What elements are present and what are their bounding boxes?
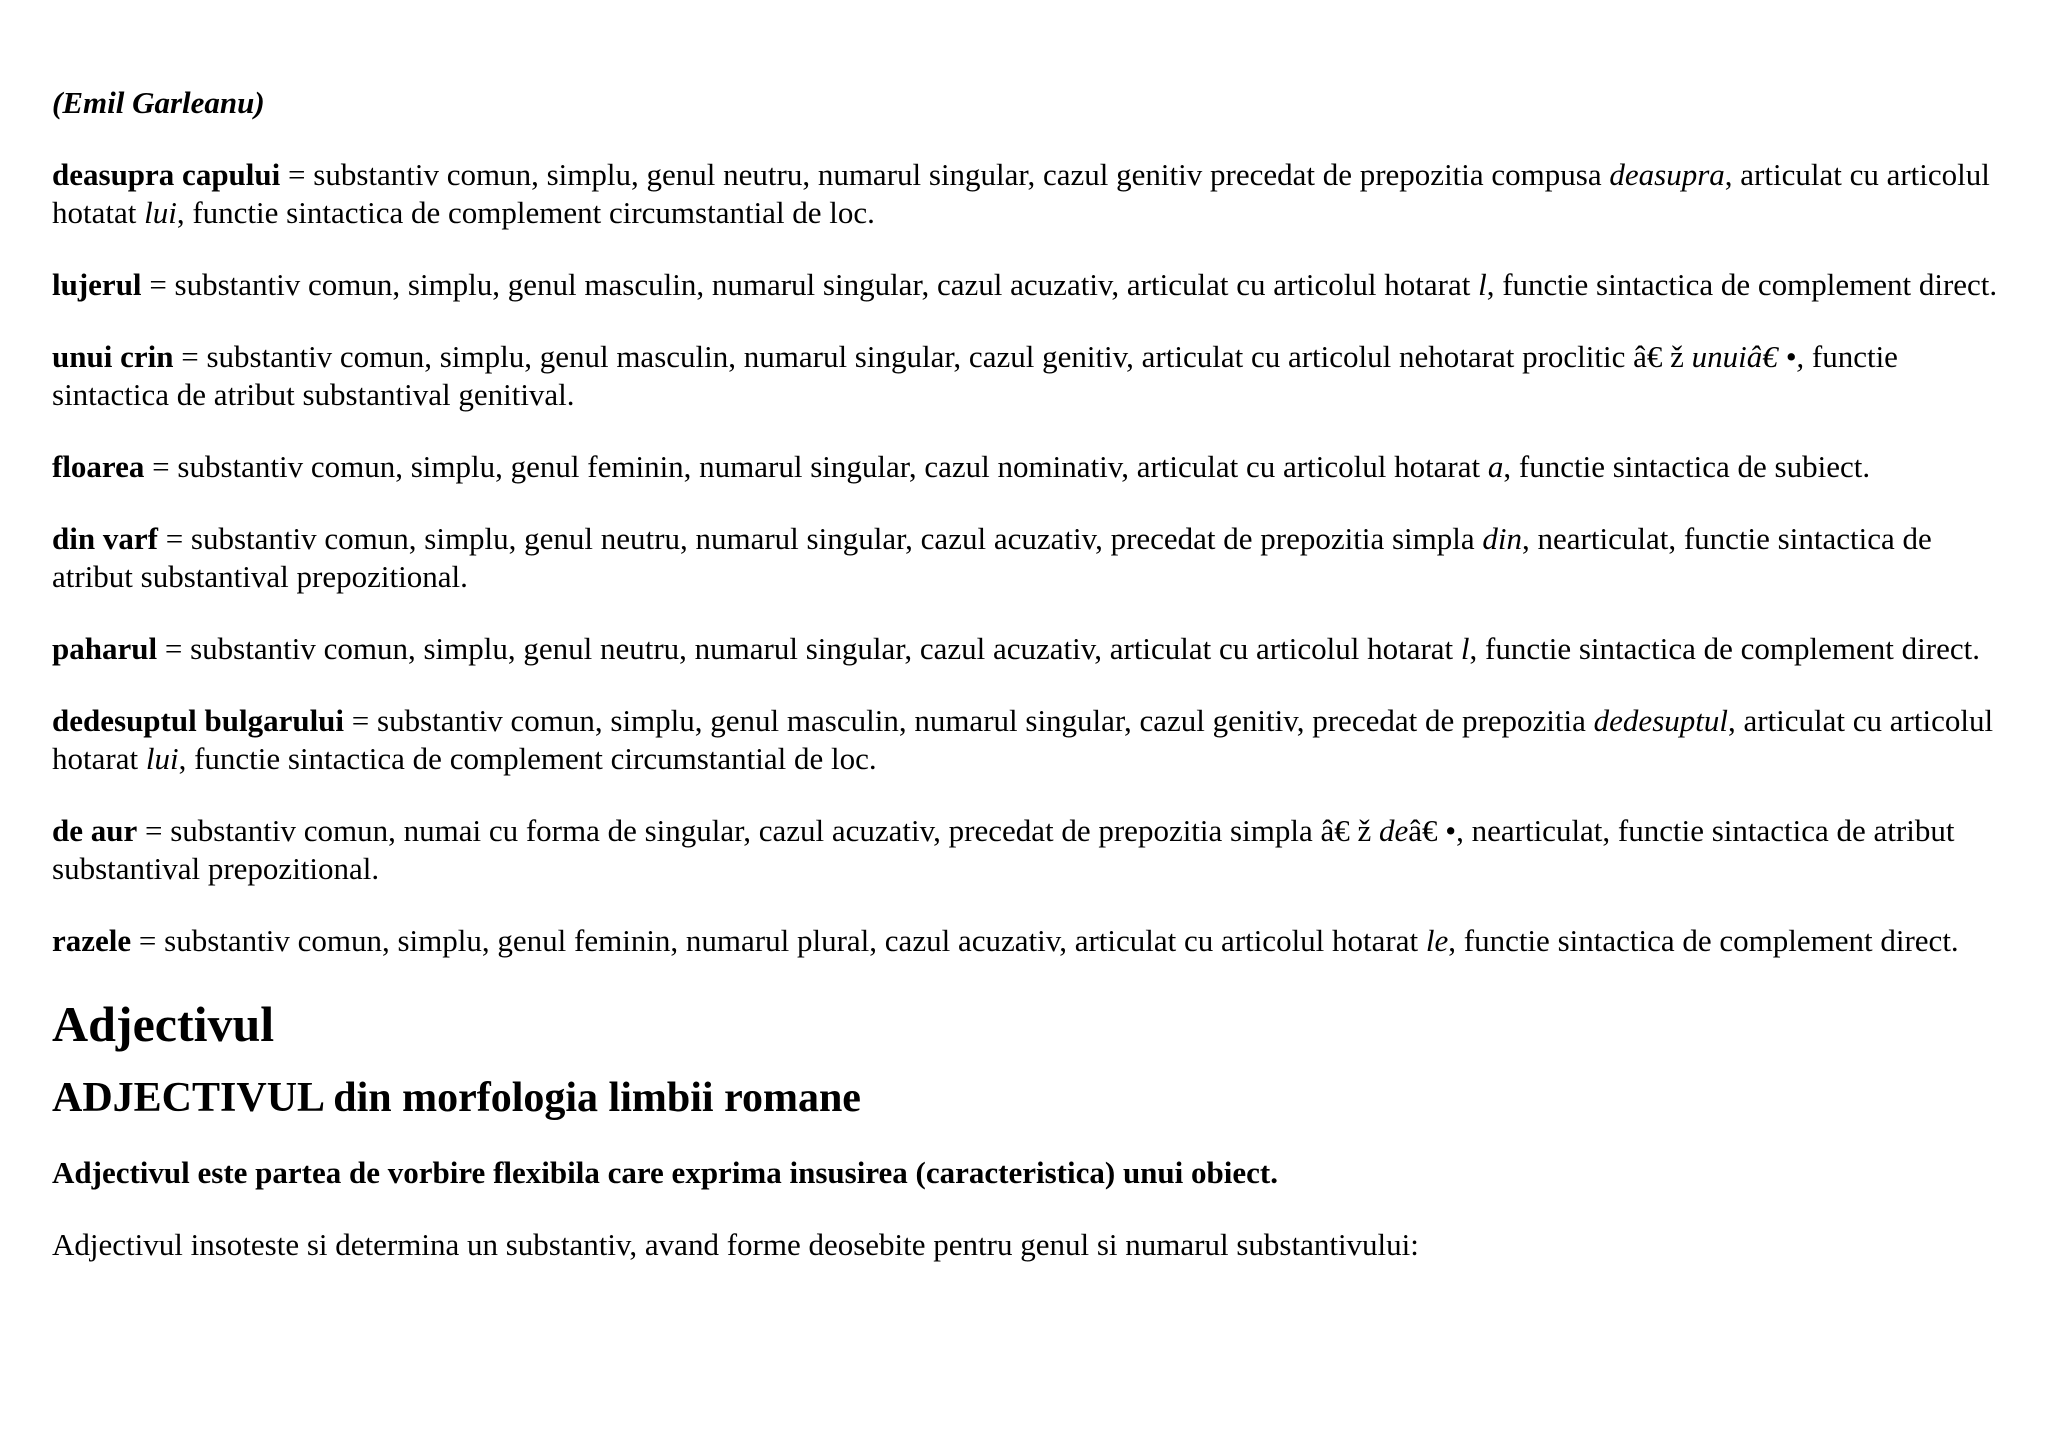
entry-text: â€ •, nearticulat, functie sintactica de atribut substantival prepozitional. [52, 813, 1955, 886]
analysis-entry [52, 520, 2012, 596]
entry-text: = substantiv comun, simplu, genul feminin, numarul singular, cazul nominativ, articulat cu articolul hotarat [144, 449, 1488, 484]
entry-term: floarea [52, 449, 145, 484]
entry-text: = substantiv comun, simplu, genul feminin, numarul plural, cazul acuzativ, articulat cu articolul hotarat [131, 923, 1426, 958]
entry-text: = substantiv comun, simplu, genul masculin, numarul singular, cazul acuzativ, articulat cu articolul hotarat [141, 267, 1479, 302]
document-page [52, 84, 2012, 1264]
entry-text: = substantiv comun, numai cu forma de singular, cazul acuzativ, precedat de prepozitia simpla â€ ž [137, 813, 1379, 848]
entry-term: paharul [52, 631, 158, 666]
analysis-entry [52, 448, 2012, 486]
entry-term: lujerul [52, 267, 142, 302]
definition-paragraph: Adjectivul este partea de vorbire flexibila care exprima insusirea (caracteristica) unui obiect. [52, 1155, 1278, 1190]
entry-text: , functie sintactica de complement direct. [1469, 631, 1980, 666]
author-attribution: (Emil Garleanu) [52, 85, 265, 120]
entry-text: , nearticulat, functie sintactica de atribut substantival prepozitional. [52, 521, 1932, 594]
section-heading: Adjectivul [52, 996, 275, 1052]
entry-term: unui crin [52, 339, 174, 374]
entry-italic: l [1460, 631, 1470, 666]
entry-text: , functie sintactica de complement circumstantial de loc. [176, 195, 875, 230]
analysis-entry [52, 702, 2012, 778]
analysis-entry [52, 338, 2012, 414]
entry-text: , functie sintactica de complement direct. [1448, 923, 1959, 958]
entry-text: , articulat cu articolul hotarat [52, 703, 1994, 776]
entry-italic: din [1482, 521, 1523, 556]
entry-italic: unuiâ€ •, [1691, 339, 1805, 374]
entry-italic: lui [145, 741, 179, 776]
entry-italic: a [1487, 449, 1504, 484]
entry-text: , functie sintactica de complement direct. [1486, 267, 1998, 302]
analysis-entry [52, 156, 2012, 232]
entry-text: = substantiv comun, simplu, genul masculin, numarul singular, cazul genitiv, precedat de prepozitia [344, 703, 1594, 738]
entry-italic: deasupra [1609, 157, 1725, 192]
entry-term: din varf [52, 521, 158, 556]
analysis-entry [52, 812, 2012, 888]
entry-term: dedesuptul bulgarului [52, 703, 345, 738]
entry-text: = substantiv comun, simplu, genul neutru, numarul singular, cazul genitiv precedat de prepozitia compusa [280, 157, 1610, 192]
entry-term: razele [52, 923, 132, 958]
body-paragraph: Adjectivul insoteste si determina un substantiv, avand forme deosebite pentru genul si numarul substantivului: [52, 1227, 1419, 1262]
analysis-entry [52, 630, 2012, 668]
entry-text: , articulat cu articolul hotatat [52, 157, 1990, 230]
analysis-entry [52, 922, 2012, 960]
entry-italic: le [1425, 923, 1449, 958]
entry-text: = substantiv comun, simplu, genul masculin, numarul singular, cazul genitiv, articulat cu articolul nehotarat proclitic â€ ž [173, 339, 1692, 374]
entry-term: de aur [52, 813, 138, 848]
entry-term: deasupra capului [52, 157, 281, 192]
entry-text: = substantiv comun, simplu, genul neutru, numarul singular, cazul acuzativ, precedat de prepozitia simpla [157, 521, 1483, 556]
entry-text: functie sintactica de atribut substantival genitival. [52, 339, 1898, 412]
entry-italic: de [1378, 813, 1409, 848]
entry-italic: dedesuptul [1593, 703, 1728, 738]
entry-text: = substantiv comun, simplu, genul neutru, numarul singular, cazul acuzativ, articulat cu articolul hotarat [157, 631, 1461, 666]
entry-italic: l [1478, 267, 1487, 302]
subsection-heading: ADJECTIVUL din morfologia limbii romane [52, 1075, 861, 1121]
entry-text: , functie sintactica de subiect. [1503, 449, 1871, 484]
analysis-entry [52, 266, 2012, 304]
entry-italic: lui [144, 195, 177, 230]
entry-text: , functie sintactica de complement circumstantial de loc. [178, 741, 877, 776]
